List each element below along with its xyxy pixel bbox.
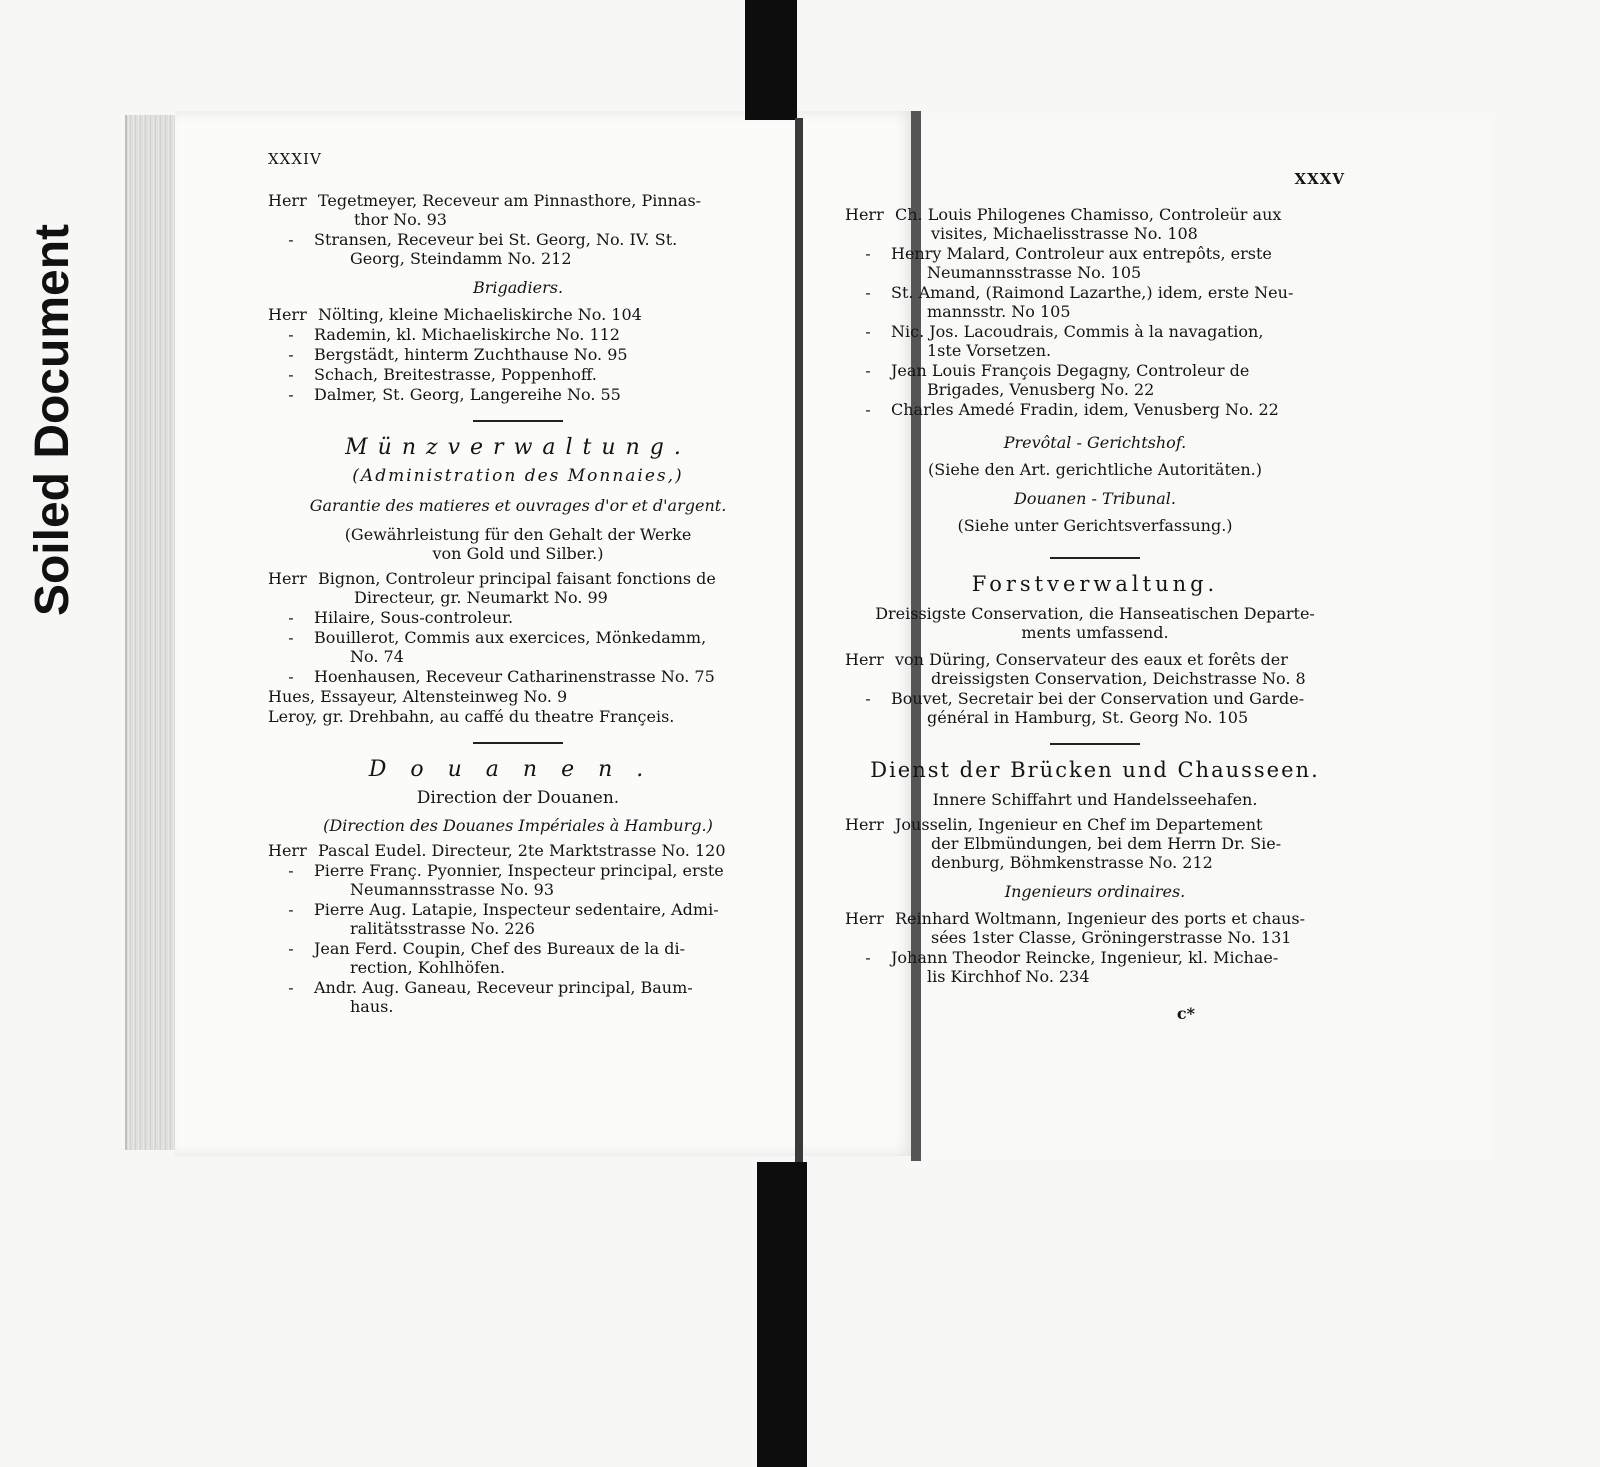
entry-prefix: Herr [268, 841, 307, 860]
entry-line: Ch. Louis Philogenes Chamisso, Controleür aux [895, 205, 1282, 224]
entry-prefix: - [865, 283, 871, 302]
list-item [268, 667, 768, 686]
entry-line: Charles Amedé Fradin, idem, Venusberg No. 22 [891, 400, 1279, 419]
list-item [268, 230, 768, 268]
entry-line: Bignon, Controleur principal faisant fonctions de [318, 569, 716, 588]
entry-prefix: - [288, 861, 294, 880]
entry-prefix: Herr [845, 909, 884, 928]
right-page-text [845, 170, 1345, 1023]
entry-prefix: - [865, 948, 871, 967]
section-title-prevotal: Prevôtal - Gerichtshof. [1003, 433, 1187, 452]
entry-prefix: - [288, 385, 294, 404]
entry-line: von Düring, Conservateur des eaux et forêts der [895, 650, 1288, 669]
entry-line: Bergstädt, hinterm Zuchthause No. 95 [314, 345, 628, 364]
list-item: Leroy, gr. Drehbahn, au caffé du theatre Françeis. [268, 707, 675, 726]
list-item: Hues, Essayeur, Altensteinweg No. 9 [268, 687, 568, 706]
section-title-munzverwaltung: Münzverwaltung. [345, 435, 691, 460]
entry-prefix: - [288, 628, 294, 647]
stamp-label: Soiled Document [26, 223, 79, 617]
list-item [268, 325, 768, 344]
list-item [845, 283, 1345, 321]
section-title-forstverwaltung: Forstverwaltung. [971, 572, 1219, 596]
entry-line: mannsstr. No 105 [927, 302, 1071, 321]
list-item [268, 608, 768, 627]
list-item [845, 322, 1345, 360]
entry-line: Nölting, kleine Michaeliskirche No. 104 [318, 305, 642, 324]
munz-gewahr-line-2: von Gold und Silber.) [432, 544, 604, 563]
douanen-direction-fr: (Direction des Douanes Impériales à Hamburg.) [323, 816, 713, 835]
section-divider [473, 742, 563, 744]
list-item [845, 650, 1345, 688]
section-divider [473, 420, 563, 422]
entry-line: visites, Michaelisstrasse No. 108 [931, 224, 1198, 243]
list-item [845, 400, 1345, 419]
forst-desc-line-2: ments umfassend. [1021, 623, 1169, 642]
list-item [845, 205, 1345, 243]
entry-line: Brigades, Venusberg No. 22 [927, 380, 1155, 399]
right-page-number: XXXV [1294, 170, 1345, 188]
section-divider [1050, 557, 1140, 559]
signature-mark: c* [1176, 1004, 1195, 1023]
entry-line: Johann Theodor Reincke, Ingenieur, kl. Michae- [891, 948, 1279, 967]
entry-line: Pascal Eudel. Directeur, 2te Marktstrasse No. 120 [318, 841, 726, 860]
forst-desc-line-1: Dreissigste Conservation, die Hanseatischen Departe- [875, 604, 1315, 623]
entry-line: lis Kirchhof No. 234 [927, 967, 1090, 986]
section-title-douanen-tribunal: Douanen - Tribunal. [1014, 489, 1176, 508]
list-item [268, 900, 768, 938]
munz-garantie: Garantie des matieres et ouvrages d'or et d'argent. [309, 496, 727, 515]
left-page-text [268, 150, 768, 1017]
entry-line: Reinhard Woltmann, Ingenieur des ports et chaus- [895, 909, 1306, 928]
entry-line: Jean Ferd. Coupin, Chef des Bureaux de la di- [314, 939, 686, 958]
entry-prefix: Herr [268, 305, 307, 324]
entry-prefix: - [865, 689, 871, 708]
entry-line: thor No. 93 [354, 210, 447, 229]
list-item [845, 815, 1345, 872]
entry-line: ralitätsstrasse No. 226 [350, 919, 535, 938]
list-item [845, 244, 1345, 282]
left-entries-top [268, 191, 768, 268]
list-item [268, 385, 768, 404]
left-page-number: XXXIV [268, 150, 322, 168]
list-item [268, 861, 768, 899]
dienst-subtitle: Innere Schiffahrt und Handelsseehafen. [932, 790, 1258, 809]
entry-line: rection, Kohlhöfen. [350, 958, 506, 977]
brigadiers-list [268, 305, 768, 404]
entry-line: Andr. Aug. Ganeau, Receveur principal, Baum- [314, 978, 693, 997]
entry-prefix: Herr [845, 650, 884, 669]
entry-prefix: - [865, 361, 871, 380]
entry-line: No. 74 [350, 647, 404, 666]
douanen-tribunal-note: (Siehe unter Gerichtsverfassung.) [957, 516, 1233, 535]
entry-line: Directeur, gr. Neumarkt No. 99 [354, 588, 608, 607]
binding-strap-middle [795, 118, 803, 1163]
entry-prefix: - [288, 345, 294, 364]
entry-prefix: - [865, 400, 871, 419]
entry-prefix: Herr [268, 191, 307, 210]
entry-prefix: - [288, 939, 294, 958]
entry-line: Tegetmeyer, Receveur am Pinnasthore, Pinnas- [318, 191, 702, 210]
entry-prefix: - [865, 322, 871, 341]
section-title-brigadiers: Brigadiers. [472, 278, 564, 297]
list-item [268, 841, 768, 860]
entry-line: sées 1ster Classe, Gröningerstrasse No. 131 [931, 928, 1292, 947]
list-item [845, 909, 1345, 947]
entry-line: St. Amand, (Raimond Lazarthe,) idem, erste Neu- [891, 283, 1294, 302]
entry-line: dreissigsten Conservation, Deichstrasse No. 8 [931, 669, 1306, 688]
binding-strap-top [745, 0, 797, 120]
entry-line: Pierre Aug. Latapie, Inspecteur sedentaire, Admi- [314, 900, 719, 919]
entry-line: Henry Malard, Controleur aux entrepôts, erste [891, 244, 1272, 263]
list-item [845, 361, 1345, 399]
entry-prefix: - [288, 365, 294, 384]
entry-prefix: Herr [845, 205, 884, 224]
entry-prefix: - [288, 900, 294, 919]
entry-prefix: - [288, 978, 294, 997]
entry-line: Neumannsstrasse No. 105 [927, 263, 1142, 282]
entry-prefix: Herr [845, 815, 884, 834]
soiled-document-stamp [28, 170, 78, 670]
list-item [268, 628, 768, 666]
right-entries-top [845, 205, 1345, 419]
entry-line: Stransen, Receveur bei St. Georg, No. IV. St. [314, 230, 678, 249]
entry-line: Georg, Steindamm No. 212 [350, 249, 572, 268]
entry-line: Jousselin, Ingenieur en Chef im Departement [895, 815, 1263, 834]
entry-prefix: - [288, 667, 294, 686]
entry-line: der Elbmündungen, bei dem Herrn Dr. Sie- [931, 834, 1282, 853]
douanen-entries [268, 841, 768, 1016]
binding-strap-bottom [757, 1162, 807, 1467]
entry-prefix: Herr [268, 569, 307, 588]
entry-line: 1ste Vorsetzen. [927, 341, 1052, 360]
munz-gewahr-line-1: (Gewährleistung für den Gehalt der Werke [344, 525, 692, 544]
list-item [268, 345, 768, 364]
forst-entries [845, 650, 1345, 727]
dienst-entries [845, 815, 1345, 872]
entry-prefix: - [865, 244, 871, 263]
section-title-dienst: Dienst der Brücken und Chausseen. [870, 758, 1320, 782]
list-item [268, 939, 768, 977]
entry-line: denburg, Böhmkenstrasse No. 212 [931, 853, 1213, 872]
list-item [268, 191, 768, 229]
section-divider [1050, 743, 1140, 745]
entry-line: Jean Louis François Degagny, Controleur de [891, 361, 1250, 380]
ingenieurs-entries [845, 909, 1345, 986]
entry-prefix: - [288, 230, 294, 249]
section-title-douanen: Douanen. [368, 757, 668, 782]
entry-prefix: - [288, 608, 294, 627]
entry-line: Bouvet, Secretair bei der Conservation und Garde- [891, 689, 1305, 708]
list-item [268, 569, 768, 607]
entry-line: Pierre Franç. Pyonnier, Inspecteur principal, erste [314, 861, 724, 880]
entry-line: Bouillerot, Commis aux exercices, Mönkedamm, [314, 628, 707, 647]
entry-line: Hoenhausen, Receveur Catharinenstrasse No. 75 [314, 667, 715, 686]
list-item [268, 978, 768, 1016]
list-item [845, 689, 1345, 727]
douanen-direction: Direction der Douanen. [416, 788, 620, 808]
entry-line: Hilaire, Sous-controleur. [314, 608, 514, 627]
entry-line: Nic. Jos. Lacoudrais, Commis à la navagation, [891, 322, 1264, 341]
entry-line: Dalmer, St. Georg, Langereihe No. 55 [314, 385, 621, 404]
list-item [268, 365, 768, 384]
entry-line: Neumannsstrasse No. 93 [350, 880, 554, 899]
entry-line: Schach, Breitestrasse, Poppenhoff. [314, 365, 597, 384]
entry-prefix: - [288, 325, 294, 344]
entry-line: général in Hamburg, St. Georg No. 105 [927, 708, 1249, 727]
munz-subtitle: (Administration des Monnaies,) [352, 466, 684, 486]
entry-line: haus. [350, 997, 394, 1016]
entry-line: Rademin, kl. Michaeliskirche No. 112 [314, 325, 620, 344]
munz-entries [268, 569, 768, 726]
list-item [268, 305, 768, 324]
prevotal-note: (Siehe den Art. gerichtliche Autoritäten.) [928, 460, 1262, 479]
section-title-ingenieurs: Ingenieurs ordinaires. [1004, 882, 1186, 901]
list-item [845, 948, 1345, 986]
